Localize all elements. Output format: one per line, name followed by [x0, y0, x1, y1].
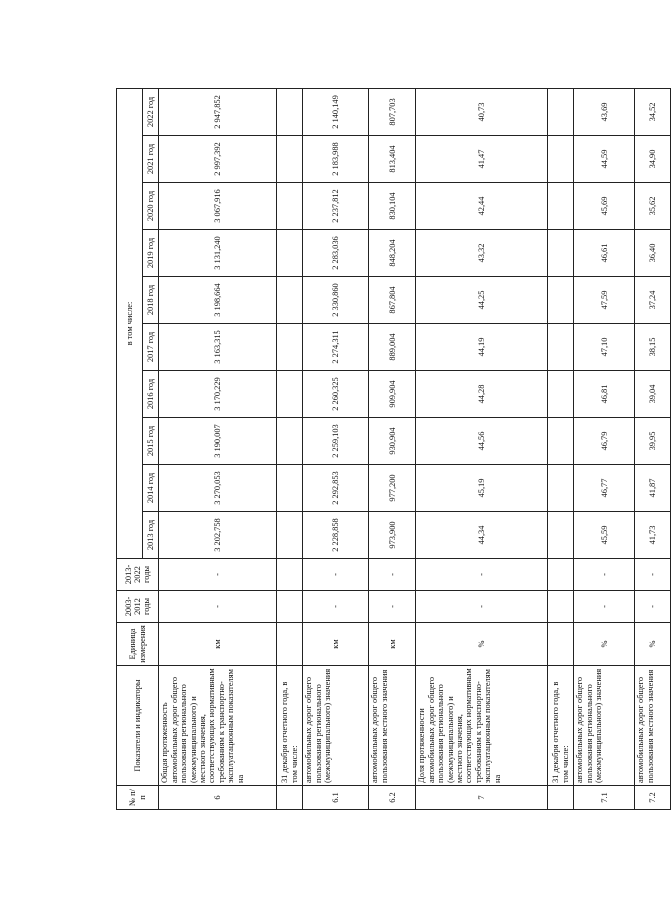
- row-period-1: -: [369, 591, 416, 623]
- row-value: 977,200: [369, 465, 416, 512]
- row-unit: %: [574, 623, 635, 666]
- row-period-1: -: [635, 591, 671, 623]
- header-year: 2015 год: [142, 418, 159, 465]
- table-row: [574, 88, 635, 809]
- row-value: 2 237,812: [303, 183, 369, 230]
- row-value: 45,19: [416, 465, 548, 512]
- row-value: 41,47: [416, 136, 548, 183]
- row-value: 41,87: [635, 465, 671, 512]
- row-period-2: -: [574, 559, 635, 591]
- row-value: 42,44: [416, 183, 548, 230]
- row-indicator: автомобильных дорог общего пользования регионального (межмуниципального) значения: [574, 666, 635, 786]
- row-number: 7.2: [635, 786, 671, 810]
- row-value: 44,19: [416, 324, 548, 371]
- header-period-2003-2012: 2003-2012 годы: [117, 591, 159, 623]
- header-no: № п/п: [117, 786, 159, 810]
- row-value: 38,15: [635, 324, 671, 371]
- row-value: 889,004: [369, 324, 416, 371]
- table-row: [303, 88, 369, 809]
- row-value: 36,40: [635, 230, 671, 277]
- table-row: [159, 88, 277, 809]
- header-year: 2018 год: [142, 277, 159, 324]
- rotated-table-page: [116, 90, 671, 810]
- row-value: 45,69: [574, 183, 635, 230]
- row-value: 44,34: [416, 512, 548, 559]
- header-indicator: Показатели и индикаторы: [117, 666, 159, 786]
- row-number: 7: [416, 786, 548, 810]
- row-value: 3 067,916: [159, 183, 277, 230]
- row-unit: км: [303, 623, 369, 666]
- row-indicator: автомобильных дорог общего пользования местного значения: [369, 666, 416, 786]
- row-value: 2 330,860: [303, 277, 369, 324]
- header-including: в том числе:: [117, 88, 143, 558]
- row-value: 973,900: [369, 512, 416, 559]
- table-subheader-row: [277, 88, 303, 809]
- row-value: 3 131,240: [159, 230, 277, 277]
- row-value: 46,61: [574, 230, 635, 277]
- row-value: 2 260,325: [303, 371, 369, 418]
- header-unit: Единица измерения: [117, 623, 159, 666]
- row-unit: км: [369, 623, 416, 666]
- row-value: 2 292,853: [303, 465, 369, 512]
- row-value: 848,204: [369, 230, 416, 277]
- row-period-1: -: [416, 591, 548, 623]
- row-value: 39,04: [635, 371, 671, 418]
- row-value: 867,804: [369, 277, 416, 324]
- row-value: 37,24: [635, 277, 671, 324]
- row-number: 6: [159, 786, 277, 810]
- row-value: 44,59: [574, 136, 635, 183]
- header-year: 2020 год: [142, 183, 159, 230]
- row-value: 44,25: [416, 277, 548, 324]
- row-value: 44,56: [416, 418, 548, 465]
- row-period-2: -: [303, 559, 369, 591]
- header-year: 2016 год: [142, 371, 159, 418]
- row-value: 40,73: [416, 88, 548, 135]
- table-subheader-row: [548, 88, 574, 809]
- row-value: 3 170,229: [159, 371, 277, 418]
- row-unit: %: [416, 623, 548, 666]
- row-value: 46,79: [574, 418, 635, 465]
- row-value: 44,28: [416, 371, 548, 418]
- row-value: 2 947,852: [159, 88, 277, 135]
- row-value: 909,904: [369, 371, 416, 418]
- row-value: 3 163,315: [159, 324, 277, 371]
- row-unit: %: [635, 623, 671, 666]
- row-value: 47,59: [574, 277, 635, 324]
- row-subheader: 31 декабря отчетного года, в том числе:: [548, 666, 574, 786]
- row-indicator: Общая протяженность автомобильных дорог общего пользования регионального (межмуниципального) и местного значения, соответствующих нормативным требованиям к транспортно-эксплуатационным показателям на: [159, 666, 277, 786]
- row-value: 2 183,988: [303, 136, 369, 183]
- header-year: 2021 год: [142, 136, 159, 183]
- row-value: 2 274,311: [303, 324, 369, 371]
- table-row: [416, 88, 548, 809]
- header-period-2013-2022: 2013-2022 годы: [117, 559, 159, 591]
- row-value: 39,95: [635, 418, 671, 465]
- row-value: 2 140,149: [303, 88, 369, 135]
- row-number: 6.2: [369, 786, 416, 810]
- row-value: 930,904: [369, 418, 416, 465]
- row-value: 807,703: [369, 88, 416, 135]
- row-period-2: -: [369, 559, 416, 591]
- row-value: 34,52: [635, 88, 671, 135]
- row-value: 43,32: [416, 230, 548, 277]
- row-value: 3 202,758: [159, 512, 277, 559]
- row-number: 6.1: [303, 786, 369, 810]
- header-year: 2022 год: [142, 88, 159, 135]
- header-year: 2019 год: [142, 230, 159, 277]
- header-year: 2014 год: [142, 465, 159, 512]
- row-value: 43,69: [574, 88, 635, 135]
- row-value: 45,59: [574, 512, 635, 559]
- row-value: 2 997,392: [159, 136, 277, 183]
- indicators-table: [116, 88, 671, 810]
- row-period-2: -: [416, 559, 548, 591]
- row-period-1: -: [303, 591, 369, 623]
- row-number: 7.1: [574, 786, 635, 810]
- row-value: 2 228,858: [303, 512, 369, 559]
- row-period-2: -: [635, 559, 671, 591]
- row-value: 830,104: [369, 183, 416, 230]
- row-value: 35,62: [635, 183, 671, 230]
- table-row: [635, 88, 671, 809]
- row-value: 47,10: [574, 324, 635, 371]
- row-value: 46,77: [574, 465, 635, 512]
- row-value: 46,81: [574, 371, 635, 418]
- row-indicator: автомобильных дорог общего пользования регионального (межмуниципального) значения: [303, 666, 369, 786]
- row-subheader: 31 декабря отчетного года, в том числе:: [277, 666, 303, 786]
- table-row: [369, 88, 416, 809]
- row-value: 3 190,007: [159, 418, 277, 465]
- row-value: 3 198,664: [159, 277, 277, 324]
- row-value: 34,90: [635, 136, 671, 183]
- row-value: 2 283,036: [303, 230, 369, 277]
- row-value: 813,404: [369, 136, 416, 183]
- row-indicator: Доля протяженности автомобильных дорог общего пользования регионального (межмуниципального) и местного значения, соответствующих нормативным требованиям к транспортно-эксплуатационным показателям на: [416, 666, 548, 786]
- row-period-1: -: [159, 591, 277, 623]
- row-value: 3 270,053: [159, 465, 277, 512]
- row-value: 2 259,103: [303, 418, 369, 465]
- row-value: 41,73: [635, 512, 671, 559]
- header-year: 2017 год: [142, 324, 159, 371]
- row-indicator: автомобильных дорог общего пользования местного значения: [635, 666, 671, 786]
- row-unit: км: [159, 623, 277, 666]
- row-period-2: -: [159, 559, 277, 591]
- row-period-1: -: [574, 591, 635, 623]
- header-year: 2013 год: [142, 512, 159, 559]
